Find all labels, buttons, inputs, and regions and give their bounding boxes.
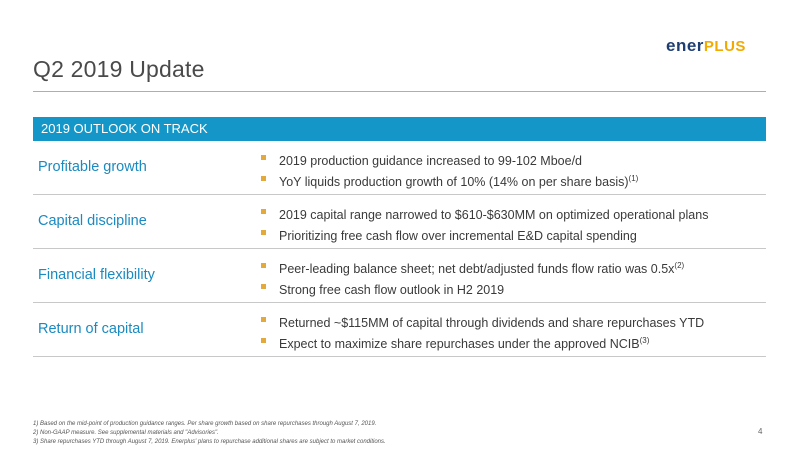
logo-text: ener	[666, 36, 704, 55]
enerplus-logo	[666, 36, 746, 56]
row-bullets	[259, 255, 766, 297]
bullet-item: Prioritizing free cash flow over incremental E&D capital spending	[259, 222, 766, 243]
bullet-item: Returned ~$115MM of capital through dividends and share repurchases YTD	[259, 309, 766, 330]
row-bullets	[259, 201, 766, 243]
bullet-item: Peer-leading balance sheet; net debt/adjusted funds flow ratio was $0.5x^{(2)}$	[259, 255, 766, 276]
page-number: 4	[758, 427, 763, 436]
footnotes	[33, 420, 386, 447]
table-row	[33, 303, 766, 357]
row-label: Capital discipline	[38, 213, 147, 229]
bullet-item: YoY liquids production growth of 10% (14% on per share basis)$^{(1)}$	[259, 168, 766, 189]
table-row	[33, 195, 766, 249]
table-row	[33, 141, 766, 195]
row-bullets	[259, 309, 766, 351]
footnote: 1) Based on the mid-point of production guidance ranges. Per share growth based on share repurchases through August 7, 2019.	[33, 421, 377, 427]
bullet-item: Strong free cash flow outlook in H2 2019	[259, 276, 766, 297]
row-label: Profitable growth	[38, 159, 147, 175]
footnote: 3) Share repurchases YTD through August 7, 2019. Enerplus' plans to repurchase additional shares are subject to market conditions.	[33, 439, 386, 445]
bullet-item: Expect to maximize share repurchases under the approved NCIB$^{(3)}$	[259, 330, 766, 351]
footnote: 2) Non-GAAP measure. See supplemental materials and "Advisories".	[33, 430, 219, 436]
bullet-item: 2019 capital range narrowed to $610-$630MM on optimized operational plans	[259, 201, 766, 222]
page-title: Q2 2019 Update	[33, 56, 205, 82]
table-header: 2019 OUTLOOK ON TRACK	[33, 117, 766, 141]
row-bullets	[259, 147, 766, 189]
row-label: Return of capital	[38, 321, 144, 337]
outlook-table	[33, 117, 766, 357]
row-label: Financial flexibility	[38, 267, 155, 283]
table-row	[33, 249, 766, 303]
bullet-item: 2019 production guidance increased to 99-102 Mboe/d	[259, 147, 766, 168]
title-rule	[33, 91, 766, 92]
logo-plus: PLUS	[703, 38, 746, 55]
